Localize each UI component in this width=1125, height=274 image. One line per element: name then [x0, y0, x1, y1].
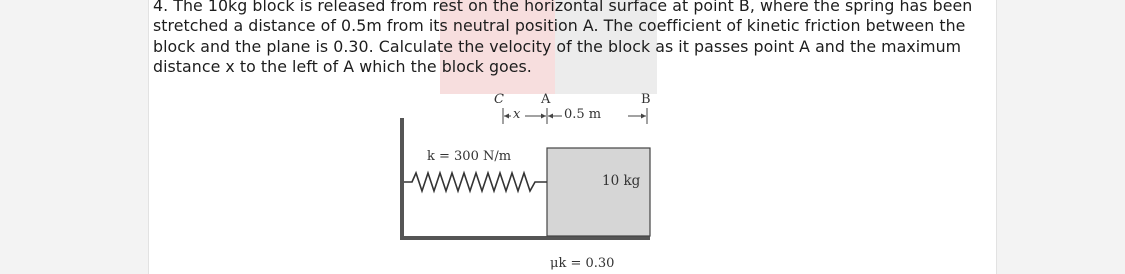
label-dim-distance: 0.5 m	[564, 107, 602, 122]
dim-x-arrow-right	[541, 114, 546, 119]
floor	[400, 236, 650, 240]
label-point-a: A	[541, 92, 551, 107]
dim-05-arrow-right	[641, 114, 646, 119]
problem-statement: 4. The 10kg block is released from rest on the horizontal surface at point B, where the spring has been stretched a distance of 0.5m from its neutral position A. The coefficient of kinetic friction between the block and the plane is 0.30. Calculate the velocity of the block as it passes point A and the maximum distance x to the left of A which the block goes.	[153, 0, 973, 77]
left-margin	[0, 0, 149, 274]
spring-block-figure	[400, 90, 700, 274]
label-point-b: B	[641, 92, 651, 107]
figure-drawing	[400, 90, 700, 274]
label-block-mass: 10 kg	[602, 173, 641, 189]
dim-x-arrow-left	[504, 114, 509, 119]
label-dim-x: x	[513, 107, 521, 122]
spring	[404, 173, 547, 191]
block	[547, 148, 650, 236]
dim-05-arrow-left	[548, 114, 553, 119]
right-margin	[996, 0, 1125, 274]
wall	[400, 118, 404, 240]
label-point-c: C	[494, 92, 504, 107]
label-spring-constant: k = 300 N/m	[427, 149, 512, 164]
label-friction: μk = 0.30	[550, 256, 615, 271]
